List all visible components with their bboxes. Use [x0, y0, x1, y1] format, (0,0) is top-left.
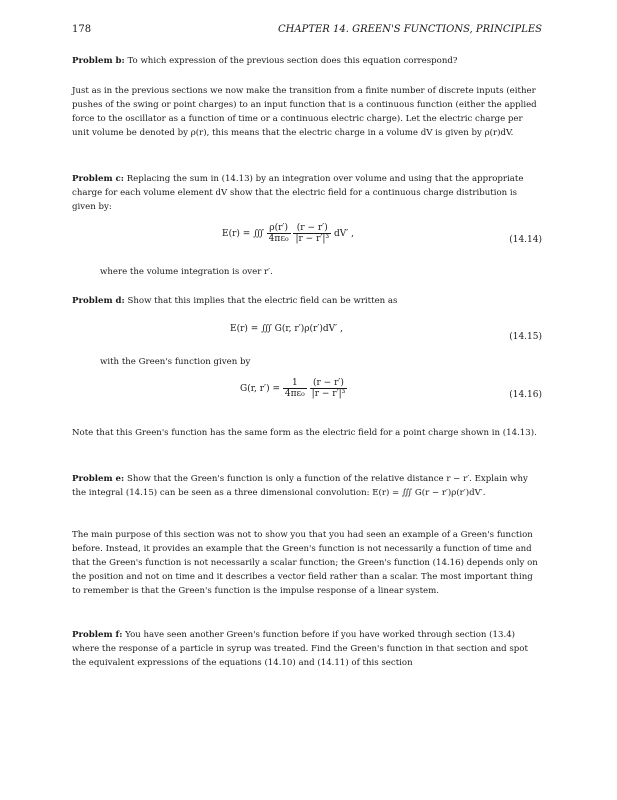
equation-14-14 — [72, 223, 542, 263]
paragraph-3-text: The main purpose of this section was not to show you that you had seen an example of a Green's function before. Instead, it provides an example that the Green's function is not necessarily a function of time and that the Green's function is not necessarily a scalar function; the Green's function (14.16) depends only on the position and not on time and it describes a vector field rather than a scalar. The most important thing to remember is that the Green's function is the impulse response of a linear system. — [72, 530, 538, 596]
eq14-14-frac2 — [293, 223, 331, 244]
eq14-16-frac1-num: 1 — [283, 378, 307, 389]
eq14-16-frac2 — [310, 378, 348, 399]
greens-note — [100, 355, 540, 369]
problem-d — [72, 294, 542, 308]
eq14-16-frac2-den: |r − r′|³ — [311, 389, 346, 399]
problem-f-label: Problem f: — [72, 630, 123, 640]
problem-c-text: Replacing the sum in (14.13) by an integration over volume and using that the appropriate charge for each volume element dV show that the electric field for a continuous charge distribution is given by: — [72, 174, 524, 212]
chapter-title: CHAPTER 14. GREEN'S FUNCTIONS, PRINCIPLES — [278, 24, 542, 35]
eq14-16-frac2-num: (r − r′) — [310, 378, 348, 389]
eq14-16-frac1-den: 4πε₀ — [284, 389, 305, 399]
eq14-14-frac1-den: 4πε₀ — [268, 234, 289, 244]
page-number: 178 — [72, 24, 92, 35]
problem-f — [72, 628, 542, 670]
problem-b — [72, 54, 542, 68]
problem-d-text: Show that this implies that the electric field can be written as — [127, 296, 398, 306]
problem-e-label: Problem e: — [72, 474, 125, 484]
eq14-14-tail: dV′ , — [333, 229, 354, 239]
problem-c — [72, 172, 542, 214]
problem-f-text: You have seen another Green's function before if you have worked through section (13.4) where the response of a particle in syrup was treated. Find the Green's function in that section and spot the equivalent expressions of the equations (14.10) and (14.11) of this section — [72, 630, 528, 668]
paragraph-2-text: Note that this Green's function has the same form as the electric field for a point charge shown in (14.13). — [72, 428, 537, 438]
greens-note-text: with the Green's function given by — [100, 357, 251, 367]
paragraph-3 — [72, 528, 542, 598]
eq14-16-lhs: G(r, r′) = — [240, 384, 280, 394]
volume-note-text: where the volume integration is over r′. — [100, 267, 273, 277]
eq14-16-frac1 — [283, 378, 307, 399]
eq14-15-expr: E(r) = ∭ G(r, r′)ρ(r′)dV′ , — [230, 324, 343, 334]
paragraph-1-text: Just as in the previous sections we now make the transition from a finite number of discrete inputs (either pushes of the swing or point charges) to an input function that is a continuous function (either the applied force to the oscillator as a function of time or a continuous electric charge). Let the electric charge per unit volume be denoted by ρ(r), this means that the electric charge in a volume dV is given by ρ(r)dV. — [72, 86, 537, 138]
eq14-14-frac2-den: |r − r′|³ — [295, 234, 330, 244]
problem-e — [72, 472, 542, 500]
eq14-14-frac2-num: (r − r′) — [293, 223, 331, 234]
problem-c-label: Problem c: — [72, 174, 124, 184]
eq14-14-lhs: E(r) = ∭ — [222, 229, 264, 239]
eq14-14-frac1-num: ρ(r′) — [267, 223, 291, 234]
volume-note — [100, 265, 540, 279]
eq14-15-tag: (14.15) — [509, 332, 542, 342]
paragraph-1 — [72, 84, 542, 140]
problem-d-label: Problem d: — [72, 296, 125, 306]
equation-14-15 — [72, 320, 542, 360]
problem-b-label: Problem b: — [72, 56, 125, 66]
eq14-16-tag: (14.16) — [509, 390, 542, 400]
eq14-14-tag: (14.14) — [509, 235, 542, 245]
equation-14-16 — [72, 378, 542, 418]
problem-b-text: To which expression of the previous section does this equation correspond? — [127, 56, 458, 66]
problem-e-text: Show that the Green's function is only a function of the relative distance r − r′. Explain why the integral (14.15) can be seen as a three dimensional convolution: E(r) = ∭ G(r − r′)ρ(r′)dV′. — [72, 474, 528, 498]
paragraph-2 — [72, 426, 542, 440]
eq14-14-frac1 — [267, 223, 291, 244]
